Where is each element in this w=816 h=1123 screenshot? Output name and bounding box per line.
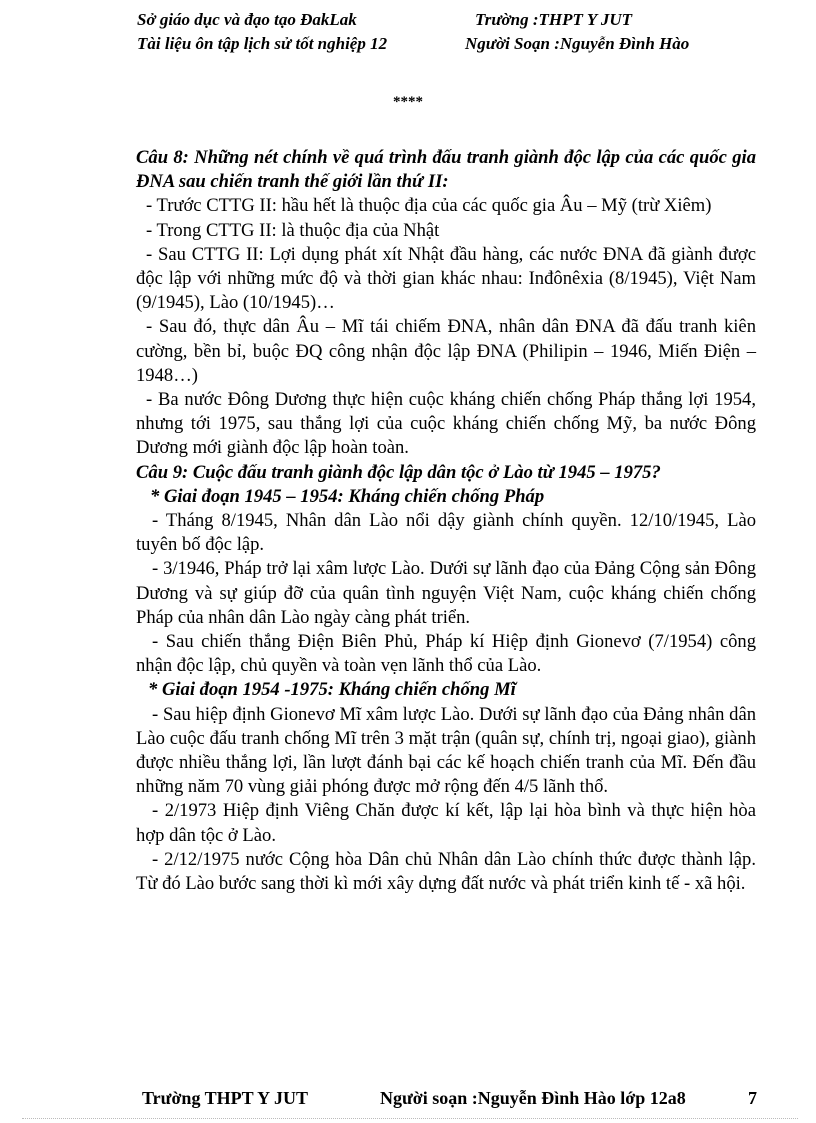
stage1-item: - Tháng 8/1945, Nhân dân Lào nổi dậy giành chính quyền. 12/10/1945, Lào tuyên bố độc lập. — [136, 510, 756, 556]
q8-item: - Sau CTTG II: Lợi dụng phát xít Nhật đầu hàng, các nước ĐNA đã giành được độc lập với những mức độ và thời gian khác nhau: Inđônêxia (8/1945), Việt Nam (9/1945), Lào (10/1945)… — [136, 243, 756, 314]
stage2-item: - 2/12/1975 nước Cộng hòa Dân chủ Nhân dân Lào chính thức được thành lập. Từ đó Lào bước sang thời kì mới xây dựng đất nước và phát triển kinh tế - xã hội. — [136, 848, 756, 895]
question-9-title: Câu 9: Cuộc đấu tranh giành độc lập dân tộc ở Lào từ 1945 – 1975? — [136, 461, 661, 483]
header-author: Người Soạn :Nguyễn Đình Hào — [465, 34, 690, 53]
stage-1-title: * Giai đoạn 1945 – 1954: Kháng chiến chống Pháp — [150, 485, 545, 507]
q8-item: - Trước CTTG II: hầu hết là thuộc địa của các quốc gia Âu – Mỹ (trừ Xiêm) — [146, 195, 712, 217]
q8-item: - Trong CTTG II: là thuộc địa của Nhật — [146, 219, 440, 241]
section-separator: **** — [393, 94, 423, 110]
stage2-item: - Sau hiệp định Gionevơ Mĩ xâm lược Lào. Dưới sự lãnh đạo của Đảng nhân dân Lào cuộc đấu tranh chống Mĩ trên 3 mặt trận (quân sự, chính trị, ngoại giao), giành được nhiều thắng lợi, lần lượt đánh bại các kế hoạch chiến tranh của Mĩ. Đến đầu những năm 70 vùng giải phóng được mở rộng đến 4/5 lãnh thổ. — [136, 703, 756, 798]
question-8-title: Câu 8: Những nét chính về quá trình đấu tranh giành độc lập của các quốc gia ĐNA sau chiến tranh thế giới lần thứ II: — [136, 147, 756, 193]
header-doc-title: Tài liệu ôn tập lịch sử tốt nghiệp 12 — [137, 34, 388, 53]
header-line-2 — [137, 34, 690, 54]
page-number: 7 — [748, 1088, 757, 1108]
footer-school: Trường THPT Y JUT — [142, 1088, 308, 1108]
header-school: Trường :THPT Y JUT — [475, 10, 633, 29]
document-body — [136, 146, 756, 896]
footer-divider — [22, 1118, 798, 1119]
stage2-item: - 2/1973 Hiệp định Viêng Chăn được kí kết, lập lại hòa bình và thực hiện hòa hợp dân tộc ở Lào. — [136, 800, 756, 846]
stage1-item: - Sau chiến thắng Điện Biên Phủ, Pháp kí Hiệp định Gionevơ (7/1954) công nhận độc lập, chủ quyền và toàn vẹn lãnh thổ của Lào. — [136, 631, 756, 677]
q8-item: - Sau đó, thực dân Âu – Mĩ tái chiếm ĐNA, nhân dân ĐNA đã đấu tranh kiên cường, bền bỉ, buộc ĐQ công nhận độc lập ĐNA (Philipin – 1946, Miến Điện – 1948…) — [136, 316, 756, 386]
footer-author: Người soạn :Nguyễn Đình Hào lớp 12a8 — [380, 1088, 686, 1108]
header-line-1 — [137, 10, 633, 30]
stage1-item: - 3/1946, Pháp trở lại xâm lược Lào. Dưới sự lãnh đạo của Đảng Cộng sản Đông Dương và sự giúp đỡ của quân tình nguyện Việt Nam, cuộc kháng chiến chống Pháp của nhân dân Lào ngày càng phát triển. — [136, 558, 756, 628]
header-department: Sở giáo dục và đạo tạo ĐakLak — [137, 10, 357, 29]
stage-2-title: * Giai đoạn 1954 -1975: Kháng chiến chống Mĩ — [148, 679, 516, 701]
q8-item: - Ba nước Đông Dương thực hiện cuộc kháng chiến chống Pháp thắng lợi 1954, nhưng tới 1975, sau thắng lợi của cuộc kháng chiến chống Mỹ, ba nước Đông Dương mới giành độc lập hoàn toàn. — [136, 389, 756, 459]
